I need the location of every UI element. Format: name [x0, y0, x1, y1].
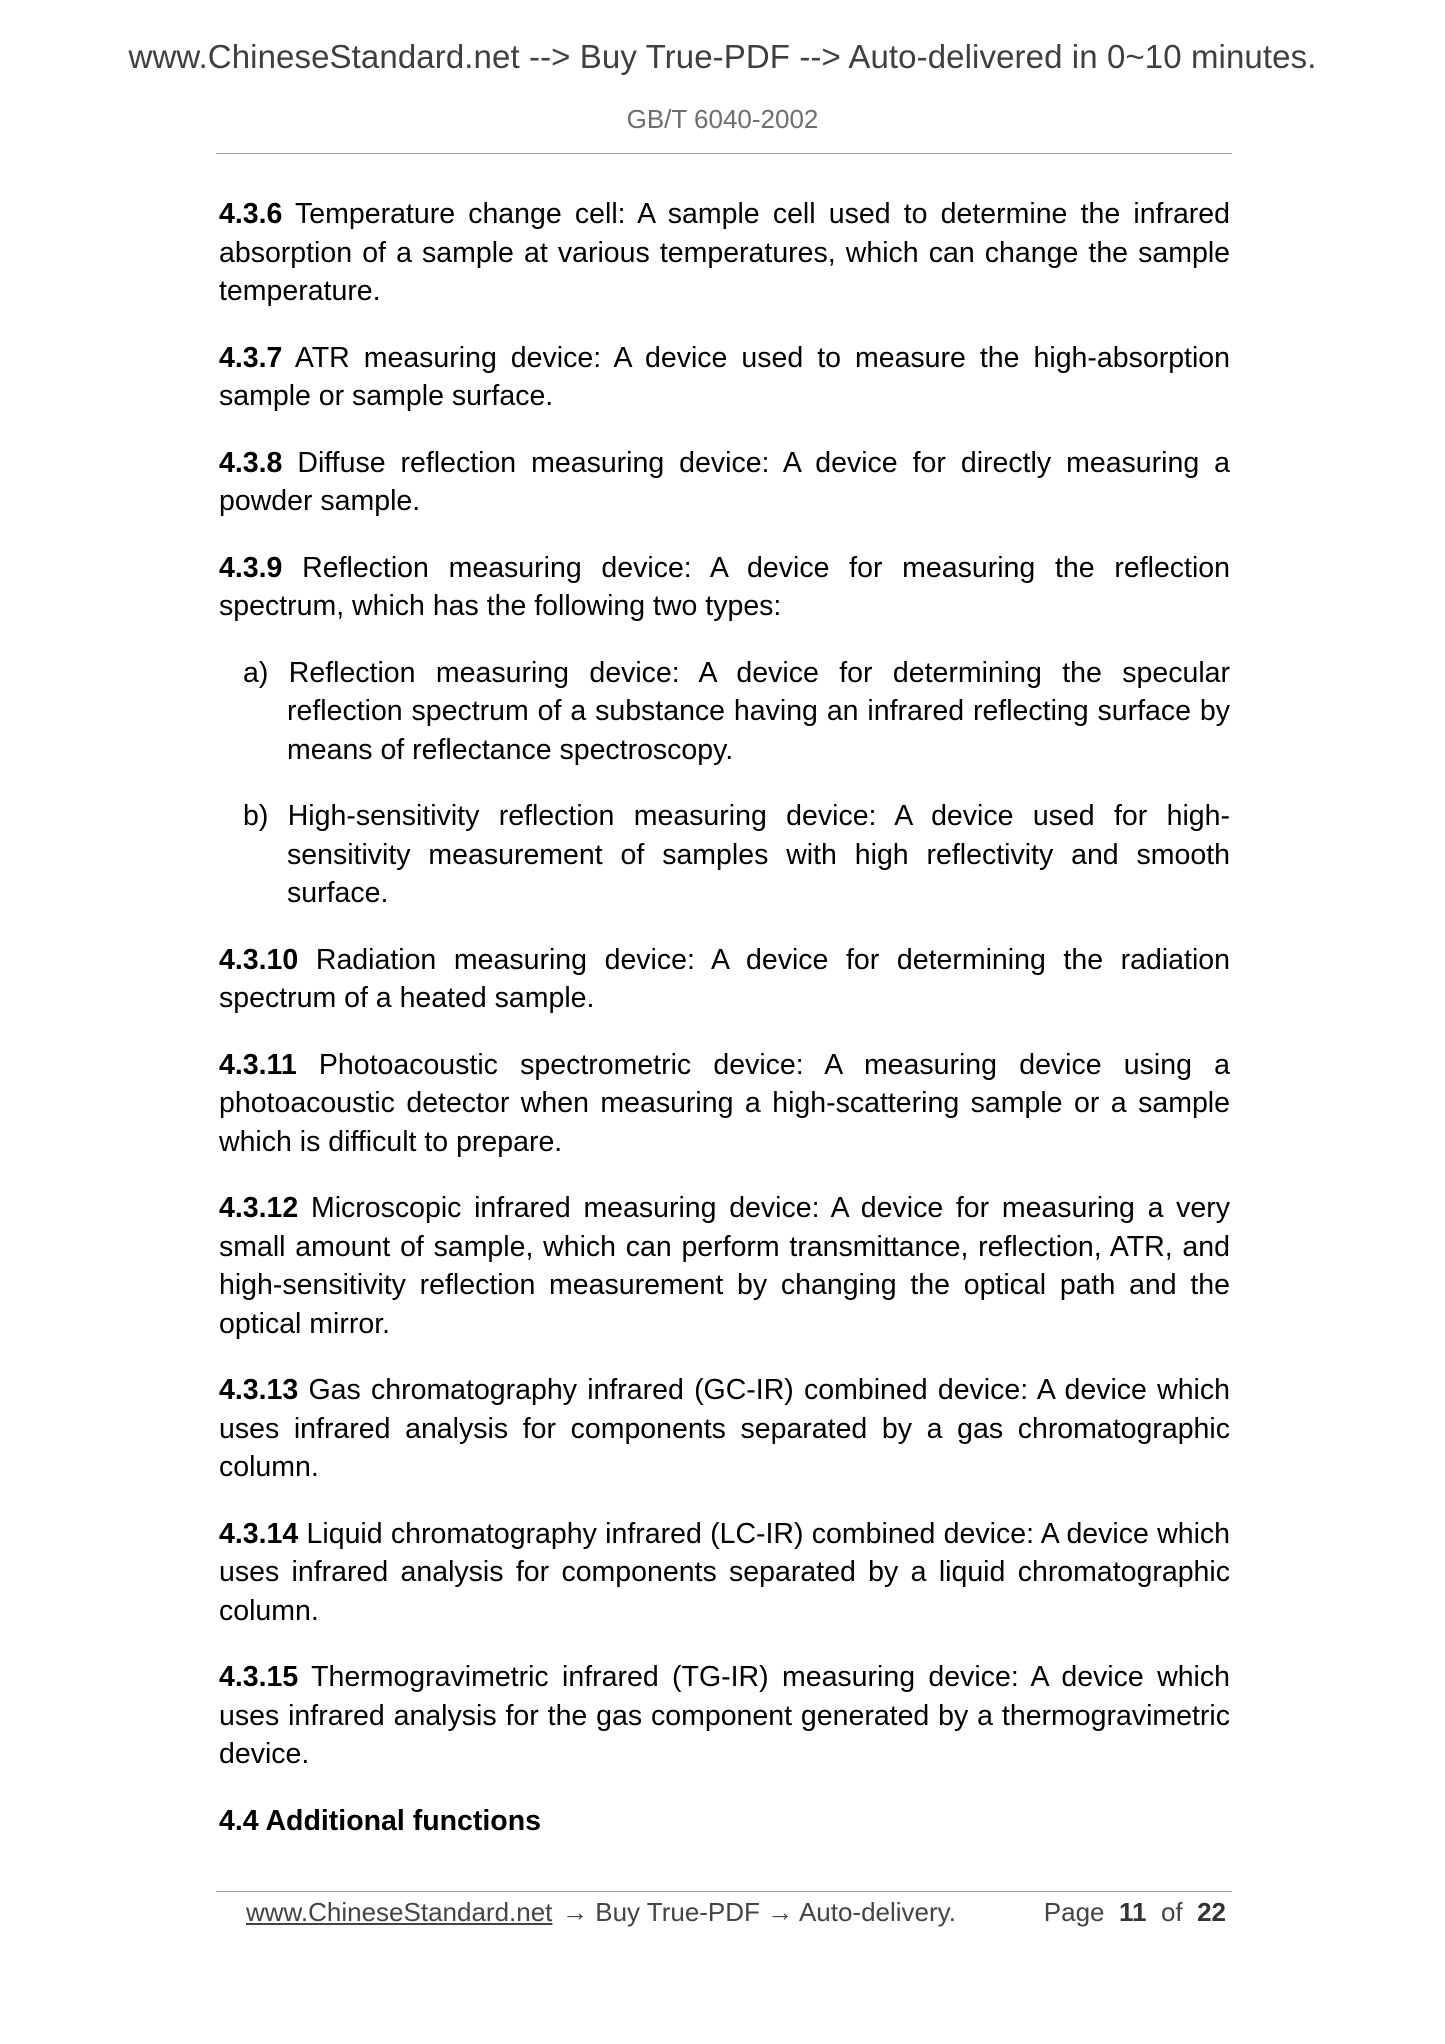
clause-4-3-11: [219, 1046, 1230, 1162]
clause-number: 4.3.7: [219, 341, 283, 374]
clause-4-3-6: [219, 195, 1230, 311]
clause-4-3-9: [219, 549, 1230, 626]
list-marker: a): [243, 656, 269, 689]
page-total: 22: [1197, 1897, 1226, 1927]
clause-4-3-13: [219, 1371, 1230, 1487]
clause-number: 4.3.14: [219, 1517, 299, 1550]
footer-divider: [216, 1891, 1232, 1892]
clause-4-3-8: [219, 444, 1230, 521]
clause-number: 4.3.13: [219, 1374, 299, 1406]
footer-delivery-text: → Buy True-PDF → Auto-delivery.: [562, 1897, 956, 1927]
standard-number: GB/T 6040-2002: [626, 104, 819, 134]
clause-number: 4.3.10: [219, 943, 299, 976]
clause-text: Reflection measuring device: A device for measuring the reflection spectrum, which has the following two types:: [219, 551, 1230, 622]
clause-text: Radiation measuring device: A device for determining the radiation spectrum of a heated sample.: [219, 943, 1230, 1014]
top-banner: www.ChineseStandard.net --> Buy True-PDF --> Auto-delivered in 0~10 minutes.: [128, 38, 1317, 75]
clause-4-3-12: [219, 1189, 1230, 1343]
section-heading: 4.4 Additional functions: [219, 1804, 541, 1837]
page-current: 11: [1118, 1897, 1147, 1927]
list-text: Reflection measuring device: A device for determining the specular reflection spectrum of a substance having an infrared reflecting surface by means of reflectance spectroscopy.: [268, 656, 1230, 766]
page-footer: [246, 1893, 1226, 1933]
document-body: [219, 195, 1230, 1868]
clause-number: 4.3.9: [219, 551, 283, 584]
list-item-a: [219, 654, 1230, 770]
clause-text: Temperature change cell: A sample cell used to determine the infrared absorption of a sample at various temperatures, which can change the sample temperature.: [219, 198, 1230, 307]
clause-number: 4.3.15: [219, 1661, 299, 1693]
clause-text: Diffuse reflection measuring device: A device for directly measuring a powder sample.: [219, 446, 1230, 517]
clause-text: Thermogravimetric infrared (TG-IR) measuring device: A device which uses infrared analysis for the gas component generated by a thermogravimetric device.: [219, 1661, 1230, 1770]
clause-text: ATR measuring device: A device used to measure the high-absorption sample or sample surface.: [219, 341, 1230, 412]
clause-text: Microscopic infrared measuring device: A device for measuring a very small amount of sample, which can perform transmittance, reflection, ATR, and high-sensitivity reflection measurement by changing the optical path and the optical mirror.: [219, 1192, 1230, 1340]
clause-text: Gas chromatography infrared (GC-IR) combined device: A device which uses infrared analysis for components separated by a gas chromatographic column.: [219, 1374, 1230, 1483]
clause-text: Photoacoustic spectrometric device: A measuring device using a photoacoustic detector when measuring a high-scattering sample or a sample which is difficult to prepare.: [219, 1048, 1230, 1158]
clause-4-3-7: [219, 339, 1230, 416]
page-label: Page: [1043, 1897, 1105, 1927]
clause-text: Liquid chromatography infrared (LC-IR) combined device: A device which uses infrared analysis for components separated by a liquid chromatographic column.: [219, 1517, 1230, 1627]
header-divider: [216, 153, 1232, 154]
list-text: High-sensitivity reflection measuring device: A device used for high-sensitivity measurement of samples with high reflectivity and smooth surface.: [268, 800, 1230, 909]
clause-4-3-15: [219, 1658, 1230, 1774]
clause-number: 4.3.11: [219, 1048, 297, 1081]
clause-number: 4.3.12: [219, 1192, 299, 1224]
footer-site-link[interactable]: www.ChineseStandard.net: [246, 1897, 553, 1927]
page-of: of: [1160, 1897, 1183, 1927]
clause-number: 4.3.8: [219, 446, 283, 479]
list-marker: b): [243, 800, 269, 832]
clause-4-3-10: [219, 941, 1230, 1018]
clause-number: 4.3.6: [219, 198, 283, 230]
list-item-b: [219, 797, 1230, 913]
clause-4-3-14: [219, 1515, 1230, 1631]
page-indicator: [1044, 1897, 1226, 1928]
